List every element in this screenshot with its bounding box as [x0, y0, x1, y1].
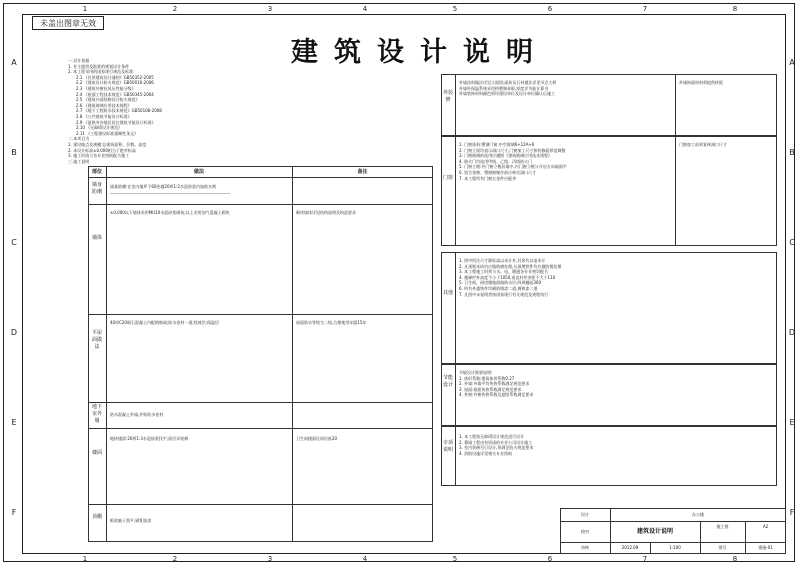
row-part: 墙身防潮	[92, 182, 103, 195]
row-label: 图号	[718, 545, 727, 550]
text-line: 3. 屋面:屋面传热系数满足规范要求	[459, 386, 522, 392]
grid-letter: C	[11, 238, 17, 247]
text-line: 2.4 《屋面工程技术规范》GB50345-2004	[76, 91, 154, 97]
text-line: 6. 铝合金窗、塑钢窗制作前应核实洞口尺寸	[459, 169, 537, 175]
table-divider	[88, 402, 433, 403]
grid-letter: E	[11, 418, 17, 427]
grid-number: 1	[82, 555, 88, 563]
grid-letter: D	[788, 328, 796, 337]
stage: 施工图	[716, 524, 729, 529]
text-line: 2. 凡预埋木砖均应做防腐处理,凡预埋铁件均应做防锈处理	[459, 263, 562, 269]
drawing-name: 建筑设计说明	[636, 528, 673, 535]
grid-number: 6	[547, 555, 553, 563]
text-line: 2.2 《建筑设计防火规范》GB50016-2006	[76, 80, 154, 86]
text-line: 2.6 《建筑玻璃应用技术规程》	[76, 102, 132, 108]
table-divider	[106, 166, 107, 542]
text-line: 1. 本工程按无障碍设计规范进行设计	[459, 434, 525, 439]
grid-number: 7	[642, 555, 648, 563]
stamp-note: 未盖出图章无效	[32, 16, 104, 30]
text-line: 2. 幕墙工程由有资质的专业公司设计施工	[459, 439, 533, 445]
section-label: 外装修	[443, 90, 454, 103]
section-label: 节能设计	[443, 375, 454, 388]
grid-letter: B	[789, 148, 795, 157]
section-label: 其他	[443, 290, 454, 296]
row-method: 防水混凝土外墙,外贴防水卷材	[110, 412, 164, 417]
text-line: 一.设计依据	[68, 58, 90, 63]
section-label: 门窗	[443, 175, 454, 181]
sheet-size: A2	[762, 524, 769, 529]
section-divider	[455, 426, 456, 486]
grid-number: 3	[267, 555, 273, 563]
row-method: 墙基防潮:在室内地坪下60处做20厚1:2水泥砂浆内加防水剂	[110, 184, 216, 189]
grid-number: 2	[172, 555, 178, 563]
filler-line: ——————————————————————————————	[110, 191, 230, 196]
text-line: 2.10 《无障碍设计规范》	[76, 125, 123, 131]
grid-letter: F	[11, 508, 17, 517]
text-line: 2.11 《工程建设标准强制性条文》	[76, 130, 139, 136]
grid-letter: B	[11, 148, 17, 157]
grid-number: 4	[362, 5, 368, 13]
grid-letter: E	[789, 418, 795, 427]
page-title: 建筑设计说明	[291, 37, 549, 68]
row-part: 地下室外墙	[92, 404, 103, 424]
section-label: 专项说明	[443, 440, 454, 453]
text-line: 2. 本工程采用的国家现行规范及标准:	[68, 69, 135, 75]
drawing-number: 建施-01	[758, 545, 773, 550]
row-method: 地砖楼面:20厚1:3水泥砂浆找平;面层详装修	[110, 436, 189, 441]
grid-number: 4	[362, 555, 368, 563]
text-line: 2.5 《建筑内部装修设计防火规范》	[76, 97, 140, 103]
text-line: 2. 外墙:外墙平均传热系数满足规范要求	[459, 381, 530, 387]
text-line: 1. 业主提供及批准的规划设计条件	[68, 63, 130, 69]
text-line: 2.1 《民用建筑设计通则》GB50352-2005	[76, 74, 154, 80]
text-line: 3. 室内装修另行设计,须满足防火规范要求	[459, 445, 534, 451]
grid-number: 8	[732, 555, 738, 563]
section-divider	[675, 74, 676, 136]
text-line: 6. 所有外露铁件均刷防锈漆二道,调和漆二道	[459, 285, 538, 291]
row-method: ±0.000以下墙体采用MU10水泥砂浆砌筑;以上采用加气混凝土砌块	[110, 210, 230, 215]
grid-number: 3	[267, 5, 273, 13]
table-divider	[292, 166, 293, 542]
grid-letter: C	[789, 238, 795, 247]
row-method: 40厚C20细石混凝土内配钢筋网;防水卷材一道;找坡层;保温层	[110, 320, 220, 325]
row-part: 楼面	[92, 450, 103, 456]
text-line: 4. 外窗:外窗传热系数及遮阳系数满足要求	[459, 392, 534, 398]
section-divider	[675, 136, 676, 246]
grid-number: 1	[82, 5, 88, 13]
text-line: 2.9 《夏热冬冷地区居住建筑节能设计标准》	[76, 119, 156, 125]
section-note: 门窗加工前须复核洞口尺寸	[679, 142, 727, 147]
construction-table	[88, 166, 433, 542]
text-line: 2.7 《地下工程防水技术规范》GB50108-2008	[76, 108, 162, 114]
text-line: 2. 门窗立面均表示洞口尺寸,门窗加工尺寸按装修面厚度调整	[459, 147, 566, 153]
date: 2012.09	[621, 545, 639, 550]
text-line: 2. 本设计标高±0.000相当于绝对标高	[68, 147, 136, 153]
row-note: 砌块墙体详见结构说明及构造要求	[296, 210, 356, 215]
text-line: 节能设计简要说明:	[459, 370, 493, 375]
section-note: 外墙饰面材料须提供样板	[679, 80, 723, 85]
row-part: 平屋面做法	[92, 330, 103, 350]
section-divider	[455, 364, 456, 426]
project-name: 办公楼	[692, 512, 704, 517]
design-basis-text	[68, 58, 428, 164]
text-line: 4. 消防设施详见相关专业图纸	[459, 450, 513, 456]
row-note: 卫生间楼面比同层低20	[296, 436, 338, 441]
table-divider	[88, 504, 433, 505]
text-line: 7. 凡图中未说明者按国家现行有关规范及规程执行	[459, 291, 549, 297]
table-header: 备注	[357, 169, 368, 175]
row-label: 校对	[581, 529, 589, 534]
section-divider	[455, 252, 456, 364]
grid-letter: D	[10, 328, 18, 337]
row-method: 板底腻子刮平,刷乳胶漆	[110, 518, 152, 523]
table-divider	[88, 428, 433, 429]
text-line: 二.本项目为	[68, 136, 90, 142]
text-line: 外墙外保温系统采用挤塑聚苯板,厚度详节能计算书	[459, 85, 549, 91]
text-line: 3. 施工时请与各专业图纸配合施工	[68, 153, 130, 159]
section-divider	[455, 136, 456, 246]
row-note: 屋面防水等级为二级,合理使用年限15年	[296, 320, 367, 325]
grid-letter: A	[11, 58, 17, 67]
table-divider	[88, 314, 433, 315]
row-label: 审核	[581, 545, 589, 550]
section-divider	[455, 74, 456, 136]
text-line: 4. 防火门均选用甲级、乙级、丙级防火门	[459, 158, 533, 164]
text-line: 1. 体形系数:建筑体形系数0.27	[459, 375, 515, 381]
text-line: 1. 图中所注尺寸除标高以米计外,其余均以毫米计	[459, 258, 546, 263]
section-text	[459, 80, 671, 97]
grid-number: 5	[452, 5, 458, 13]
grid-number: 6	[547, 5, 553, 13]
text-line: 1. 门窗选料:塑钢门窗,中空玻璃6+12A+6	[459, 142, 535, 147]
section-text	[459, 142, 671, 181]
text-line: 外墙涂料做法详见立面图;面砖及石材做法详见节点大样	[459, 80, 557, 85]
grid-letter: F	[789, 508, 795, 517]
row-part: 顶棚	[92, 514, 103, 520]
grid-number: 7	[642, 5, 648, 13]
text-line: 2.3 《建筑外窗抗风压性能分级》	[76, 85, 136, 91]
section-text	[459, 434, 773, 456]
grid-letter: A	[789, 58, 795, 67]
section-text	[459, 370, 773, 398]
text-line: 3. 门窗玻璃的选用应遵照《建筑玻璃应用技术规程》	[459, 153, 553, 159]
grid-number: 2	[172, 5, 178, 13]
text-line: 7. 本工程所有门窗五金件应配齐	[459, 175, 517, 181]
text-line: 三.施工说明	[68, 158, 90, 164]
text-line: 2.8 《公共建筑节能设计标准》	[76, 113, 132, 119]
row-label: 设计	[581, 512, 589, 517]
text-line: 4. 楼梯栏杆高度不小于1050,垂直杆件净距不大于110	[459, 274, 556, 280]
text-line: 3. 本工程施工时须与水、电、暖通各专业密切配合	[459, 269, 549, 275]
text-line: 外墙装饰材料颜色须经建设单位及设计单位确认后施工	[459, 91, 555, 97]
text-line: 5. 门窗立樘:外门窗立樘居墙中,内门窗立樘与开启方向墙面平	[459, 164, 567, 170]
text-line: 5. 卫生间、厨房楼地面做防水层,四周翻起300	[459, 280, 541, 286]
row-part: 墙体	[92, 235, 103, 241]
table-divider	[88, 177, 433, 178]
text-line: 1. 建设地点及规模:总建筑面积、层数、高度	[68, 141, 147, 147]
grid-number: 5	[452, 555, 458, 563]
table-header: 做法	[193, 169, 204, 175]
table-divider	[88, 204, 433, 205]
scale: 1:100	[669, 545, 681, 550]
grid-number: 8	[732, 5, 738, 13]
section-text	[459, 258, 773, 297]
table-header: 部位	[91, 169, 102, 175]
